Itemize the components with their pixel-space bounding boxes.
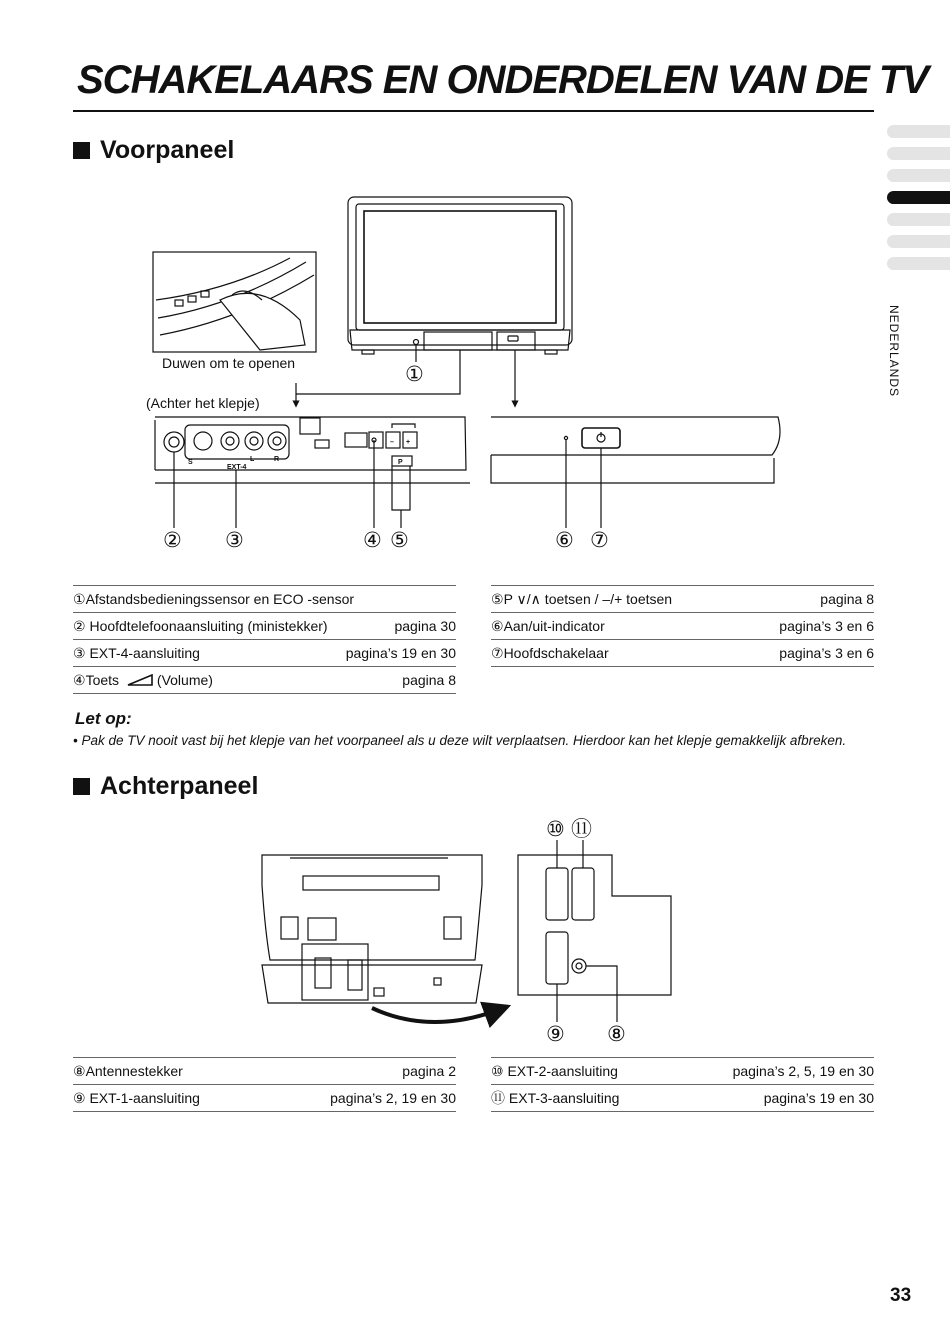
callout-7: ⑦ bbox=[590, 529, 609, 552]
row-label-suffix: (Volume) bbox=[156, 671, 213, 688]
row-page: pagina 2 bbox=[402, 1063, 456, 1079]
front-table-left bbox=[73, 585, 456, 694]
callout-10: ⑩ bbox=[546, 818, 565, 841]
table-row bbox=[73, 1057, 456, 1084]
page-number: 33 bbox=[890, 1285, 912, 1306]
panel-label-minus: – bbox=[390, 439, 394, 446]
row-page: pagina’s 3 en 6 bbox=[779, 645, 874, 661]
front-panel-detail bbox=[155, 417, 470, 483]
row-page: pagina’s 2, 19 en 30 bbox=[330, 1090, 456, 1106]
row-number: ③ bbox=[73, 644, 86, 661]
table-row bbox=[73, 585, 456, 612]
front-panel-heading-text: Voorpaneel bbox=[100, 136, 235, 164]
row-label: Hoofdtelefoonaansluiting (ministekker) bbox=[89, 617, 328, 634]
row-page: pagina’s 3 en 6 bbox=[779, 618, 874, 634]
rear-panel-diagram bbox=[0, 815, 950, 1050]
volume-icon bbox=[127, 674, 153, 686]
language-label: NEDERLANDS bbox=[887, 305, 901, 398]
row-page: pagina’s 2, 5, 19 en 30 bbox=[732, 1063, 874, 1079]
rear-panel-heading-text: Achterpaneel bbox=[100, 772, 259, 800]
panel-label-s: S bbox=[188, 459, 193, 466]
square-bullet-icon bbox=[73, 142, 90, 159]
rear-table-right bbox=[491, 1057, 874, 1112]
row-number: ⑥ bbox=[491, 617, 504, 634]
title-rule bbox=[73, 110, 874, 112]
tv-back-illustration bbox=[262, 855, 482, 1003]
page-title: SCHAKELAARS EN ONDERDELEN VAN DE TV bbox=[77, 58, 928, 102]
row-number: ① bbox=[73, 590, 86, 607]
row-number: ⑤ bbox=[491, 590, 504, 607]
note-text: • Pak de TV nooit vast bij het klepje van het voorpaneel als u deze wilt verplaatsen. Hierdoor kan het klepje gemakkelijk afbreken. bbox=[73, 733, 847, 748]
table-row bbox=[491, 639, 874, 667]
row-number: ⑦ bbox=[491, 644, 504, 661]
row-number: ④ bbox=[73, 671, 86, 688]
callout-9: ⑨ bbox=[546, 1023, 565, 1046]
table-row bbox=[491, 1057, 874, 1084]
row-label: Aan/uit-indicator bbox=[503, 617, 605, 634]
tv-front-illustration bbox=[348, 197, 572, 354]
row-number: ② bbox=[73, 617, 86, 634]
row-label: EXT-2-aansluiting bbox=[507, 1062, 618, 1079]
row-label: EXT-1-aansluiting bbox=[89, 1089, 200, 1106]
push-to-open-illustration bbox=[153, 252, 316, 352]
panel-label-l: L bbox=[250, 456, 255, 463]
callout-1: ① bbox=[405, 363, 424, 386]
row-label: Toets bbox=[85, 671, 120, 688]
callout-8: ⑧ bbox=[607, 1023, 626, 1046]
side-tab bbox=[887, 125, 950, 138]
side-tab bbox=[887, 147, 950, 160]
row-page: pagina 8 bbox=[820, 591, 874, 607]
front-panel-detail-right bbox=[491, 417, 780, 483]
table-row bbox=[491, 585, 874, 612]
rear-terminals-detail bbox=[518, 855, 671, 995]
row-number: ⑩ bbox=[491, 1062, 504, 1079]
square-bullet-icon bbox=[73, 778, 90, 795]
callout-2: ② bbox=[163, 529, 182, 552]
callout-6: ⑥ bbox=[555, 529, 574, 552]
table-row bbox=[491, 612, 874, 639]
panel-label-p: P bbox=[398, 459, 403, 466]
front-panel-heading bbox=[73, 136, 234, 165]
note-heading: Let op: bbox=[75, 709, 132, 728]
callout-5: ⑤ bbox=[390, 529, 409, 552]
table-row bbox=[491, 1084, 874, 1112]
table-row bbox=[73, 612, 456, 639]
front-panel-diagram bbox=[0, 180, 950, 560]
rear-table-left bbox=[73, 1057, 456, 1112]
row-label: Hoofdschakelaar bbox=[503, 644, 609, 661]
row-page: pagina 30 bbox=[394, 618, 456, 634]
row-number: ⑧ bbox=[73, 1062, 86, 1079]
row-label: Afstandsbedieningssensor en ECO -sensor bbox=[85, 590, 355, 607]
row-number: ⑪ bbox=[491, 1090, 505, 1106]
push-to-open-label: Duwen om te openen bbox=[162, 355, 296, 371]
behind-cover-label: (Achter het klepje) bbox=[146, 395, 260, 411]
rear-panel-heading bbox=[73, 772, 258, 801]
callout-4: ④ bbox=[363, 529, 382, 552]
row-page: pagina’s 19 en 30 bbox=[763, 1090, 874, 1106]
row-number: ⑨ bbox=[73, 1089, 86, 1106]
panel-label-plus: + bbox=[406, 439, 411, 446]
row-page: pagina’s 19 en 30 bbox=[345, 645, 456, 661]
table-row bbox=[73, 639, 456, 666]
table-row bbox=[73, 666, 456, 694]
row-label: EXT-4-aansluiting bbox=[89, 644, 200, 661]
row-label: Antennestekker bbox=[85, 1062, 183, 1079]
row-page: pagina 8 bbox=[402, 672, 456, 688]
table-row bbox=[73, 1084, 456, 1112]
panel-label-ext4: EXT-4 bbox=[227, 464, 247, 471]
panel-label-r: R bbox=[274, 456, 280, 463]
front-table-right bbox=[491, 585, 874, 667]
row-label: P ∨/∧ toetsen / –/+ toetsen bbox=[503, 590, 673, 607]
callout-3: ③ bbox=[225, 529, 244, 552]
callout-11: ⑪ bbox=[571, 818, 592, 841]
row-label: EXT-3-aansluiting bbox=[508, 1090, 620, 1106]
